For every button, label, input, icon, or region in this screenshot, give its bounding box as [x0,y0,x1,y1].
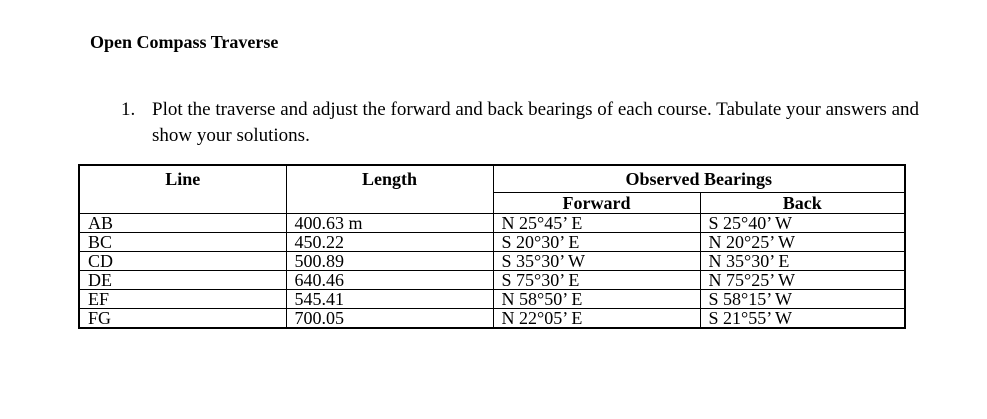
cell-back: S 58°15’ W [700,290,905,309]
traverse-table [78,164,906,329]
header-observed-bearings: Observed Bearings [493,165,905,193]
table-row [79,214,905,233]
cell-back: S 21°55’ W [700,309,905,329]
cell-back: N 75°25’ W [700,271,905,290]
cell-back: N 35°30’ E [700,252,905,271]
cell-forward: N 58°50’ E [493,290,700,309]
header-line: Line [79,165,286,214]
cell-line: EF [79,290,286,309]
cell-length: 450.22 [286,233,493,252]
question-number: 1. [121,99,136,120]
cell-back: N 20°25’ W [700,233,905,252]
cell-length: 700.05 [286,309,493,329]
document-title: Open Compass Traverse [90,32,279,52]
cell-forward: S 75°30’ E [493,271,700,290]
cell-line: DE [79,271,286,290]
question-item [121,97,921,149]
table-row [79,309,905,329]
table-row [79,290,905,309]
cell-length: 500.89 [286,252,493,271]
cell-forward: N 22°05’ E [493,309,700,329]
cell-line: BC [79,233,286,252]
table-row [79,252,905,271]
header-forward: Forward [493,193,700,214]
cell-line: AB [79,214,286,233]
cell-length: 545.41 [286,290,493,309]
header-back: Back [700,193,905,214]
cell-back: S 25°40’ W [700,214,905,233]
cell-forward: S 20°30’ E [493,233,700,252]
cell-line: FG [79,309,286,329]
table-row [79,233,905,252]
cell-length: 400.63 m [286,214,493,233]
cell-length: 640.46 [286,271,493,290]
cell-forward: S 35°30’ W [493,252,700,271]
question-text: Plot the traverse and adjust the forward and back bearings of each course. Tabulate your answers and show your solutions. [152,99,920,146]
cell-forward: N 25°45’ E [493,214,700,233]
header-length: Length [286,165,493,214]
table-row [79,271,905,290]
cell-line: CD [79,252,286,271]
